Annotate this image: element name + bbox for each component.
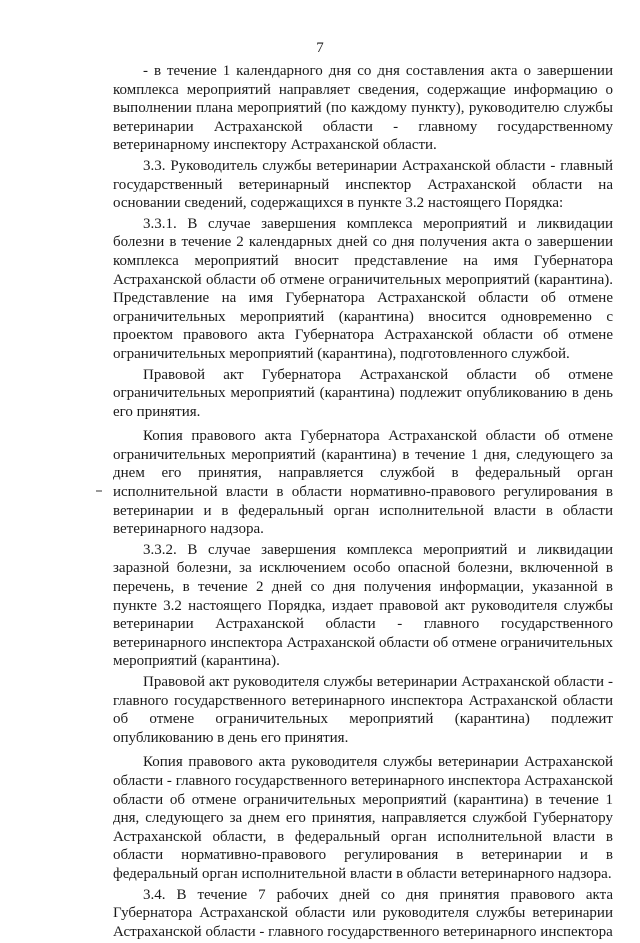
paragraph-3-4: 3.4. В течение 7 рабочих дней со дня принятия правового акта Губернатора Астраханской области или руководителя службы ветеринарии Астраханской области - главного государственного ветеринарного инспектора (113, 886, 613, 940)
margin-mark (96, 490, 102, 492)
paragraph-head-act-publication: Правовой акт руководителя службы ветеринарии Астраханской области - главного государственного ветеринарного инспектора Астраханской области об отмене ограничительных мероприятий (карантина) подлежит опубликованию в день его принятия. (113, 674, 613, 746)
paragraph-3-3: 3.3. Руководитель службы ветеринарии Астраханской области - главный государственный ветеринарный инспектор Астраханской области на основании сведений, содержащихся в пункте 3.2 настоящего Порядка: (113, 157, 613, 212)
paragraph-governor-act-publication: Правовой акт Губернатора Астраханской области об отмене ограничительных мероприятий (карантина) подлежит опубликованию в день его принятия. (113, 366, 613, 420)
paragraph-notification: - в течение 1 календарного дня со дня составления акта о завершении комплекса мероприятий направляет сведения, содержащие информацию о выполнении плана мероприятий (по каждому пункту), руководителю службы ветеринарии Астраханской области - главному государственному ветеринарному инспектору Астраханской области. (113, 63, 613, 154)
paragraph-governor-act-copy: Копия правового акта Губернатора Астраханской области об отмене ограничительных мероприятий (карантина) в течение 1 дня, следующего за днем его принятия, направляется службой в федеральный орган исполнительной власти в области нормативно-правового регулирования в ветеринарии и в федеральный орган исполнительной власти в области ветеринарного надзора. (113, 428, 613, 538)
paragraph-head-act-copy: Копия правового акта руководителя службы ветеринарии Астраханской области - главного государственного ветеринарного инспектора Астраханской области об отмене ограничительных мероприятий (карантина) в течение 1 дня, следующего за днем его принятия, направляется службой Губернатору Астраханской области, в федеральный орган исполнительной власти в области нормативно-правового регулирования в ветеринарии и в федеральный орган исполнительной власти в области ветеринарного надзора. (113, 754, 613, 882)
paragraph-3-3-2: 3.3.2. В случае завершения комплекса мероприятий и ликвидации заразной болезни, за исключением особо опасной болезни, включенной в перечень, в течение 2 дней со дня получения информации, указанной в пункте 3.2 настоящего Порядка, издает правовой акт руководителя службы ветеринарии Астраханской области - главного государственного ветеринарного инспектора Астраханской области об отмене ограничительных мероприятий (карантина). (113, 541, 613, 670)
page-number: 7 (316, 40, 324, 56)
document-body (113, 62, 613, 943)
paragraph-3-3-1: 3.3.1. В случае завершения комплекса мероприятий и ликвидации болезни в течение 2 календарных дней со дня получения акта о завершении комплекса мероприятий вносит представление на имя Губернатора Астраханской области об отмене ограничительных мероприятий (карантина). Представление на имя Губернатора Астраханской области об отмене ограничительных мероприятий (карантина) вносится одновременно с проектом правового акта Губернатора Астраханской области об отмене ограничительных мероприятий (карантина), подготовленного службой. (113, 215, 613, 362)
